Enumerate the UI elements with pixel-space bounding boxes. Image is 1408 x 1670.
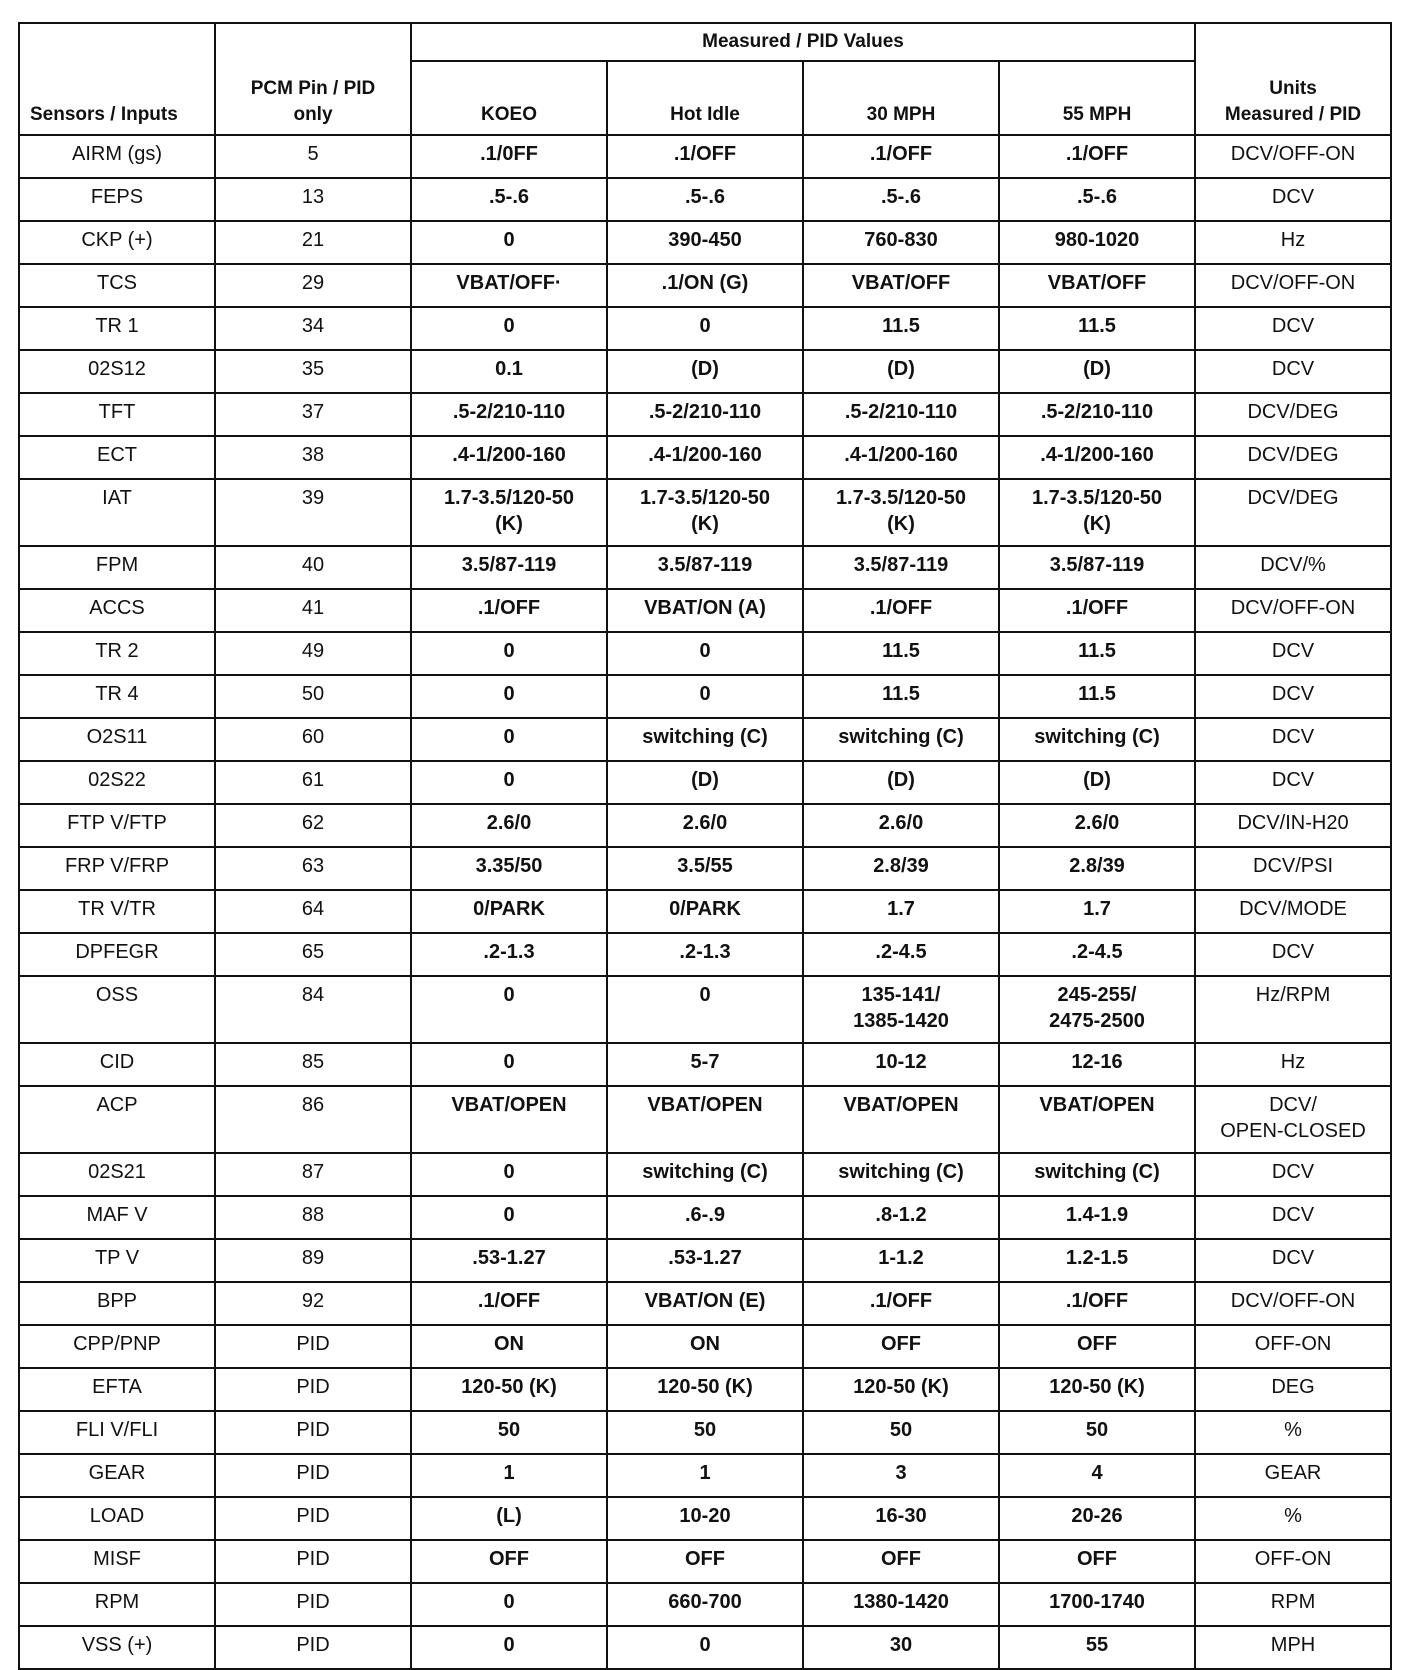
cell-koeo: 0 (411, 761, 607, 804)
cell-pcm-pin: PID (215, 1368, 411, 1411)
cell-hot-idle: (D) (607, 761, 803, 804)
table-row (19, 1325, 1391, 1368)
cell-koeo: 0 (411, 976, 607, 1043)
cell-55-mph: 120-50 (K) (999, 1368, 1195, 1411)
cell-pcm-pin: 5 (215, 135, 411, 178)
cell-hot-idle: VBAT/ON (E) (607, 1282, 803, 1325)
cell-hot-idle: 0 (607, 632, 803, 675)
cell-hot-idle: 3.5/55 (607, 847, 803, 890)
cell-pcm-pin: 35 (215, 350, 411, 393)
cell-units: DCV (1195, 1153, 1391, 1196)
cell-hot-idle: switching (C) (607, 1153, 803, 1196)
cell-units: DCV (1195, 1196, 1391, 1239)
cell-sensor: OSS (19, 976, 215, 1043)
cell-sensor: FRP V/FRP (19, 847, 215, 890)
cell-hot-idle: 1 (607, 1454, 803, 1497)
cell-pcm-pin: 49 (215, 632, 411, 675)
cell-30-mph: .2-4.5 (803, 933, 999, 976)
cell-hot-idle: 0/PARK (607, 890, 803, 933)
cell-55-mph: 1.7-3.5/120-50 (K) (999, 479, 1195, 546)
table-row (19, 718, 1391, 761)
table-row (19, 632, 1391, 675)
table-row (19, 1086, 1391, 1153)
cell-units: DCV (1195, 307, 1391, 350)
cell-pcm-pin: 85 (215, 1043, 411, 1086)
cell-sensor: BPP (19, 1282, 215, 1325)
cell-sensor: DPFEGR (19, 933, 215, 976)
cell-55-mph: .1/OFF (999, 135, 1195, 178)
cell-30-mph: 2.8/39 (803, 847, 999, 890)
cell-sensor: TR 2 (19, 632, 215, 675)
cell-units: DCV/IN-H20 (1195, 804, 1391, 847)
cell-koeo: (L) (411, 1497, 607, 1540)
cell-55-mph: switching (C) (999, 718, 1195, 761)
cell-units: OFF-ON (1195, 1325, 1391, 1368)
cell-units: DCV/ OPEN-CLOSED (1195, 1086, 1391, 1153)
cell-hot-idle: .5-.6 (607, 178, 803, 221)
header-hot-idle: Hot Idle (607, 61, 803, 135)
cell-pcm-pin: 41 (215, 589, 411, 632)
cell-koeo: 0 (411, 718, 607, 761)
cell-koeo: .1/0FF (411, 135, 607, 178)
cell-units: DCV (1195, 718, 1391, 761)
cell-55-mph: .4-1/200-160 (999, 436, 1195, 479)
cell-units: DCV/MODE (1195, 890, 1391, 933)
cell-units: DCV (1195, 350, 1391, 393)
cell-pcm-pin: 39 (215, 479, 411, 546)
cell-koeo: .1/OFF (411, 1282, 607, 1325)
table-row (19, 1583, 1391, 1626)
cell-55-mph: 11.5 (999, 632, 1195, 675)
cell-hot-idle: 0 (607, 675, 803, 718)
table-row (19, 350, 1391, 393)
table-row (19, 675, 1391, 718)
cell-30-mph: (D) (803, 761, 999, 804)
cell-sensor: O2S11 (19, 718, 215, 761)
cell-hot-idle: 1.7-3.5/120-50 (K) (607, 479, 803, 546)
cell-koeo: 0/PARK (411, 890, 607, 933)
cell-koeo: .53-1.27 (411, 1239, 607, 1282)
cell-30-mph: 11.5 (803, 307, 999, 350)
cell-sensor: FTP V/FTP (19, 804, 215, 847)
cell-koeo: .4-1/200-160 (411, 436, 607, 479)
table-row (19, 804, 1391, 847)
cell-pcm-pin: 21 (215, 221, 411, 264)
cell-pcm-pin: PID (215, 1411, 411, 1454)
cell-koeo: 0 (411, 1153, 607, 1196)
cell-30-mph: (D) (803, 350, 999, 393)
cell-55-mph: VBAT/OPEN (999, 1086, 1195, 1153)
cell-units: DCV/OFF-ON (1195, 589, 1391, 632)
table-row (19, 1196, 1391, 1239)
table-row (19, 393, 1391, 436)
cell-sensor: CKP (+) (19, 221, 215, 264)
table-row (19, 479, 1391, 546)
cell-30-mph: .5-2/210-110 (803, 393, 999, 436)
cell-units: Hz (1195, 221, 1391, 264)
cell-30-mph: OFF (803, 1540, 999, 1583)
cell-30-mph: 10-12 (803, 1043, 999, 1086)
cell-sensor: FLI V/FLI (19, 1411, 215, 1454)
table-row (19, 1282, 1391, 1325)
table-row (19, 221, 1391, 264)
cell-55-mph: .1/OFF (999, 1282, 1195, 1325)
cell-sensor: ACCS (19, 589, 215, 632)
cell-koeo: ON (411, 1325, 607, 1368)
cell-55-mph: 4 (999, 1454, 1195, 1497)
cell-pcm-pin: 87 (215, 1153, 411, 1196)
cell-hot-idle: 2.6/0 (607, 804, 803, 847)
cell-55-mph: 11.5 (999, 675, 1195, 718)
cell-sensor: GEAR (19, 1454, 215, 1497)
cell-30-mph: .1/OFF (803, 589, 999, 632)
cell-30-mph: 2.6/0 (803, 804, 999, 847)
cell-30-mph: 30 (803, 1626, 999, 1669)
cell-units: DCV/PSI (1195, 847, 1391, 890)
cell-sensor: 02S21 (19, 1153, 215, 1196)
cell-30-mph: .5-.6 (803, 178, 999, 221)
cell-sensor: CID (19, 1043, 215, 1086)
cell-hot-idle: .1/ON (G) (607, 264, 803, 307)
cell-koeo: 0 (411, 221, 607, 264)
cell-55-mph: 1.7 (999, 890, 1195, 933)
cell-sensor: 02S22 (19, 761, 215, 804)
cell-hot-idle: .2-1.3 (607, 933, 803, 976)
cell-hot-idle: .5-2/210-110 (607, 393, 803, 436)
cell-pcm-pin: PID (215, 1497, 411, 1540)
cell-koeo: 0 (411, 1043, 607, 1086)
cell-koeo: 0 (411, 675, 607, 718)
cell-pcm-pin: 64 (215, 890, 411, 933)
cell-55-mph: VBAT/OFF (999, 264, 1195, 307)
cell-units: DCV (1195, 675, 1391, 718)
table-row (19, 1043, 1391, 1086)
cell-sensor: TFT (19, 393, 215, 436)
table-row (19, 890, 1391, 933)
cell-koeo: 0 (411, 1583, 607, 1626)
cell-hot-idle: .1/OFF (607, 135, 803, 178)
cell-55-mph: 55 (999, 1626, 1195, 1669)
cell-hot-idle: .6-.9 (607, 1196, 803, 1239)
cell-hot-idle: 0 (607, 976, 803, 1043)
table-row (19, 1626, 1391, 1669)
cell-units: DCV/DEG (1195, 393, 1391, 436)
cell-units: DCV (1195, 761, 1391, 804)
cell-units: GEAR (1195, 1454, 1391, 1497)
header-sensors: Sensors / Inputs (19, 23, 215, 135)
cell-30-mph: 3 (803, 1454, 999, 1497)
cell-koeo: 3.35/50 (411, 847, 607, 890)
cell-pcm-pin: 60 (215, 718, 411, 761)
cell-units: RPM (1195, 1583, 1391, 1626)
cell-sensor: TP V (19, 1239, 215, 1282)
header-units: Units Measured / PID (1195, 23, 1391, 135)
table-row (19, 1497, 1391, 1540)
cell-sensor: MAF V (19, 1196, 215, 1239)
cell-units: Hz (1195, 1043, 1391, 1086)
cell-sensor: FPM (19, 546, 215, 589)
cell-30-mph: 11.5 (803, 675, 999, 718)
cell-hot-idle: 50 (607, 1411, 803, 1454)
cell-55-mph: .1/OFF (999, 589, 1195, 632)
cell-units: OFF-ON (1195, 1540, 1391, 1583)
cell-pcm-pin: 89 (215, 1239, 411, 1282)
cell-units: % (1195, 1497, 1391, 1540)
cell-30-mph: 50 (803, 1411, 999, 1454)
cell-hot-idle: ON (607, 1325, 803, 1368)
cell-hot-idle: 0 (607, 307, 803, 350)
cell-koeo: .2-1.3 (411, 933, 607, 976)
cell-55-mph: 245-255/ 2475-2500 (999, 976, 1195, 1043)
table-row (19, 1411, 1391, 1454)
cell-30-mph: 135-141/ 1385-1420 (803, 976, 999, 1043)
cell-55-mph: (D) (999, 350, 1195, 393)
cell-55-mph: (D) (999, 761, 1195, 804)
cell-hot-idle: .4-1/200-160 (607, 436, 803, 479)
cell-55-mph: 980-1020 (999, 221, 1195, 264)
cell-sensor: LOAD (19, 1497, 215, 1540)
cell-sensor: IAT (19, 479, 215, 546)
cell-pcm-pin: 88 (215, 1196, 411, 1239)
cell-hot-idle: (D) (607, 350, 803, 393)
header-55-mph: 55 MPH (999, 61, 1195, 135)
cell-hot-idle: 660-700 (607, 1583, 803, 1626)
cell-koeo: 3.5/87-119 (411, 546, 607, 589)
cell-55-mph: .5-2/210-110 (999, 393, 1195, 436)
cell-pcm-pin: 29 (215, 264, 411, 307)
cell-koeo: OFF (411, 1540, 607, 1583)
cell-units: DCV (1195, 933, 1391, 976)
cell-pcm-pin: 38 (215, 436, 411, 479)
cell-55-mph: OFF (999, 1540, 1195, 1583)
cell-55-mph: 11.5 (999, 307, 1195, 350)
cell-hot-idle: switching (C) (607, 718, 803, 761)
table-row (19, 546, 1391, 589)
pid-values-table (18, 22, 1392, 1670)
cell-30-mph: 11.5 (803, 632, 999, 675)
cell-koeo: VBAT/OPEN (411, 1086, 607, 1153)
cell-55-mph: 1700-1740 (999, 1583, 1195, 1626)
cell-pcm-pin: PID (215, 1454, 411, 1497)
header-koeo: KOEO (411, 61, 607, 135)
cell-30-mph: switching (C) (803, 1153, 999, 1196)
cell-units: MPH (1195, 1626, 1391, 1669)
cell-30-mph: VBAT/OPEN (803, 1086, 999, 1153)
cell-hot-idle: OFF (607, 1540, 803, 1583)
cell-55-mph: 2.6/0 (999, 804, 1195, 847)
table-row (19, 178, 1391, 221)
header-pcm-pin: PCM Pin / PID only (215, 23, 411, 135)
cell-pcm-pin: 86 (215, 1086, 411, 1153)
cell-30-mph: switching (C) (803, 718, 999, 761)
cell-hot-idle: VBAT/ON (A) (607, 589, 803, 632)
cell-koeo: .1/OFF (411, 589, 607, 632)
cell-30-mph: 1.7 (803, 890, 999, 933)
cell-units: % (1195, 1411, 1391, 1454)
cell-units: DEG (1195, 1368, 1391, 1411)
cell-55-mph: 1.2-1.5 (999, 1239, 1195, 1282)
cell-55-mph: OFF (999, 1325, 1195, 1368)
table-row (19, 1239, 1391, 1282)
cell-sensor: 02S12 (19, 350, 215, 393)
cell-30-mph: .1/OFF (803, 1282, 999, 1325)
cell-55-mph: 20-26 (999, 1497, 1195, 1540)
cell-sensor: AIRM (gs) (19, 135, 215, 178)
cell-koeo: 1.7-3.5/120-50 (K) (411, 479, 607, 546)
cell-units: DCV/OFF-ON (1195, 135, 1391, 178)
cell-pcm-pin: PID (215, 1540, 411, 1583)
cell-pcm-pin: 40 (215, 546, 411, 589)
cell-30-mph: VBAT/OFF (803, 264, 999, 307)
cell-pcm-pin: 92 (215, 1282, 411, 1325)
cell-30-mph: 1380-1420 (803, 1583, 999, 1626)
cell-pcm-pin: PID (215, 1583, 411, 1626)
cell-pcm-pin: 50 (215, 675, 411, 718)
cell-pcm-pin: PID (215, 1626, 411, 1669)
cell-30-mph: 16-30 (803, 1497, 999, 1540)
table-row (19, 1454, 1391, 1497)
cell-pcm-pin: 61 (215, 761, 411, 804)
cell-koeo: .5-.6 (411, 178, 607, 221)
cell-30-mph: 1.7-3.5/120-50 (K) (803, 479, 999, 546)
table-header (19, 23, 1391, 135)
table-row (19, 1540, 1391, 1583)
cell-sensor: TR 4 (19, 675, 215, 718)
cell-koeo: 0 (411, 307, 607, 350)
cell-koeo: 50 (411, 1411, 607, 1454)
cell-koeo: 2.6/0 (411, 804, 607, 847)
cell-30-mph: OFF (803, 1325, 999, 1368)
table-body (19, 135, 1391, 1669)
cell-koeo: 0 (411, 632, 607, 675)
cell-55-mph: .2-4.5 (999, 933, 1195, 976)
pid-table-container (18, 22, 1392, 1670)
table-row (19, 761, 1391, 804)
cell-units: DCV (1195, 178, 1391, 221)
cell-sensor: RPM (19, 1583, 215, 1626)
cell-30-mph: 1-1.2 (803, 1239, 999, 1282)
cell-pcm-pin: 63 (215, 847, 411, 890)
table-row (19, 1153, 1391, 1196)
table-row (19, 847, 1391, 890)
cell-hot-idle: VBAT/OPEN (607, 1086, 803, 1153)
cell-units: DCV/DEG (1195, 436, 1391, 479)
cell-sensor: EFTA (19, 1368, 215, 1411)
cell-koeo: 0 (411, 1626, 607, 1669)
cell-pcm-pin: 37 (215, 393, 411, 436)
cell-55-mph: 3.5/87-119 (999, 546, 1195, 589)
cell-units: DCV/OFF-ON (1195, 1282, 1391, 1325)
cell-30-mph: .8-1.2 (803, 1196, 999, 1239)
cell-koeo: 1 (411, 1454, 607, 1497)
cell-sensor: CPP/PNP (19, 1325, 215, 1368)
table-row (19, 1368, 1391, 1411)
cell-55-mph: .5-.6 (999, 178, 1195, 221)
cell-hot-idle: 120-50 (K) (607, 1368, 803, 1411)
cell-units: DCV/OFF-ON (1195, 264, 1391, 307)
table-row (19, 264, 1391, 307)
cell-sensor: FEPS (19, 178, 215, 221)
table-row (19, 436, 1391, 479)
cell-units: DCV/DEG (1195, 479, 1391, 546)
cell-pcm-pin: 13 (215, 178, 411, 221)
cell-units: Hz/RPM (1195, 976, 1391, 1043)
cell-hot-idle: 3.5/87-119 (607, 546, 803, 589)
cell-sensor: MISF (19, 1540, 215, 1583)
cell-units: DCV/% (1195, 546, 1391, 589)
cell-hot-idle: 10-20 (607, 1497, 803, 1540)
cell-sensor: ACP (19, 1086, 215, 1153)
cell-units: DCV (1195, 632, 1391, 675)
table-row (19, 933, 1391, 976)
cell-units: DCV (1195, 1239, 1391, 1282)
table-row (19, 135, 1391, 178)
cell-hot-idle: 5-7 (607, 1043, 803, 1086)
cell-30-mph: .4-1/200-160 (803, 436, 999, 479)
header-30-mph: 30 MPH (803, 61, 999, 135)
table-row (19, 307, 1391, 350)
cell-koeo: 0.1 (411, 350, 607, 393)
cell-koeo: .5-2/210-110 (411, 393, 607, 436)
cell-55-mph: 50 (999, 1411, 1195, 1454)
cell-koeo: 0 (411, 1196, 607, 1239)
cell-sensor: VSS (+) (19, 1626, 215, 1669)
cell-55-mph: 1.4-1.9 (999, 1196, 1195, 1239)
cell-30-mph: 120-50 (K) (803, 1368, 999, 1411)
cell-pcm-pin: PID (215, 1325, 411, 1368)
table-row (19, 589, 1391, 632)
cell-30-mph: 760-830 (803, 221, 999, 264)
cell-hot-idle: .53-1.27 (607, 1239, 803, 1282)
cell-koeo: VBAT/OFF· (411, 264, 607, 307)
cell-30-mph: 3.5/87-119 (803, 546, 999, 589)
header-measured-group: Measured / PID Values (411, 23, 1195, 61)
table-row (19, 976, 1391, 1043)
cell-pcm-pin: 65 (215, 933, 411, 976)
cell-pcm-pin: 84 (215, 976, 411, 1043)
cell-sensor: TR 1 (19, 307, 215, 350)
cell-hot-idle: 390-450 (607, 221, 803, 264)
cell-hot-idle: 0 (607, 1626, 803, 1669)
cell-koeo: 120-50 (K) (411, 1368, 607, 1411)
cell-sensor: ECT (19, 436, 215, 479)
cell-55-mph: 2.8/39 (999, 847, 1195, 890)
cell-55-mph: 12-16 (999, 1043, 1195, 1086)
cell-pcm-pin: 62 (215, 804, 411, 847)
cell-sensor: TR V/TR (19, 890, 215, 933)
cell-pcm-pin: 34 (215, 307, 411, 350)
cell-sensor: TCS (19, 264, 215, 307)
cell-55-mph: switching (C) (999, 1153, 1195, 1196)
cell-30-mph: .1/OFF (803, 135, 999, 178)
